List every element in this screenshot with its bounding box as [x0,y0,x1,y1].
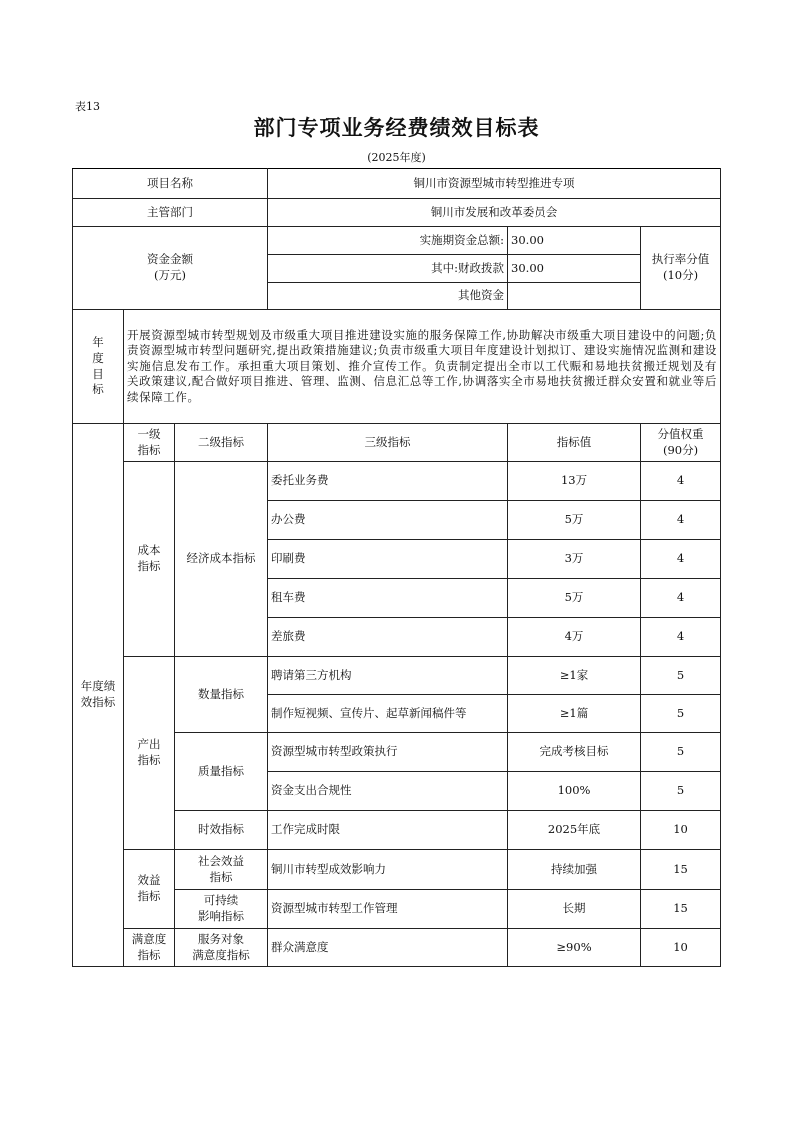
fiscal-funds-value: 30.00 [508,255,641,283]
cell-line: 服务对象 [198,931,245,946]
cell-line: 影响指标 [198,909,245,923]
goal-label-char: 度 [92,350,104,365]
indicator-value: 100% [508,772,641,811]
benefit-level1 [124,850,175,929]
indicator-value: ≥90% [508,929,641,967]
exec-rate-line1: 执行率分值 [651,252,710,267]
other-funds-value [508,283,641,310]
year-label: (2025年度) [367,151,426,164]
header-level2: 二级指标 [175,424,268,462]
indicator-value: 13万 [508,462,641,501]
cost-level2: 经济成本指标 [175,462,268,657]
indicator-weight: 4 [641,579,721,618]
project-name-value: 铜川市资源型城市转型推进专项 [268,169,721,199]
indicator-name: 资源型城市转型工作管理 [268,890,508,929]
output-level1 [124,657,175,850]
performance-table [72,168,721,967]
indicator-name: 制作短视频、宣传片、起草新闻稿件等 [268,695,508,733]
goal-label-char: 年 [92,335,104,350]
time-level2: 时效指标 [175,811,268,850]
other-funds-label: 其他资金 [268,283,508,310]
section-label-line: 效指标 [80,695,116,709]
indicator-value: ≥1篇 [508,695,641,733]
cell-line: 指标 [137,889,161,903]
cost-level1 [124,462,175,657]
table-number: 表13 [75,100,100,113]
cell-line: 成本 [137,543,161,558]
header-line: 分值权重 [657,426,704,441]
header-value: 指标值 [508,424,641,462]
header-level1 [124,424,175,462]
satisfaction-level1 [124,929,175,967]
annual-goal-label [73,310,124,424]
indicator-value: ≥1家 [508,657,641,695]
indicator-weight: 4 [641,462,721,501]
indicator-name: 租车费 [268,579,508,618]
cell-line: 产出 [137,737,161,752]
goal-label-char: 标 [92,382,104,397]
indicator-name: 委托业务费 [268,462,508,501]
indicator-weight: 5 [641,733,721,772]
indicator-name: 资金支出合规性 [268,772,508,811]
indicator-name: 铜川市转型成效影响力 [268,850,508,890]
funds-label [73,227,268,310]
dept-value: 铜川市发展和改革委员会 [268,199,721,227]
indicator-weight: 5 [641,695,721,733]
indicator-name: 群众满意度 [268,929,508,967]
indicator-value: 4万 [508,618,641,657]
header-line: 指标 [137,442,161,457]
exec-rate-cell [641,227,721,310]
cell-line: 满意度指标 [192,947,250,962]
cell-line: 指标 [209,869,233,884]
indicators-section-label [73,424,124,967]
indicator-weight: 5 [641,657,721,695]
cell-line: 可持续 [203,893,239,908]
indicator-value: 持续加强 [508,850,641,890]
header-line: 一级 [137,426,161,441]
cell-line: 指标 [137,947,161,962]
fiscal-funds-label: 其中:财政拨款 [268,255,508,283]
indicator-weight: 15 [641,890,721,929]
funds-label-line1: 资金金额 [147,252,194,267]
funds-label-line2: (万元) [154,268,186,282]
indicator-weight: 4 [641,540,721,579]
indicator-weight: 4 [641,618,721,657]
header-weight [641,424,721,462]
exec-rate-line2: (10分) [662,268,699,282]
sustain-level2 [175,890,268,929]
section-label-line: 年度绩 [80,679,116,694]
total-funds-label: 实施期资金总额: [268,227,508,255]
indicator-name: 办公费 [268,501,508,540]
indicator-weight: 4 [641,501,721,540]
indicator-name: 聘请第三方机构 [268,657,508,695]
dept-label: 主管部门 [73,199,268,227]
indicator-value: 2025年底 [508,811,641,850]
quantity-level2: 数量指标 [175,657,268,733]
header-line: (90分) [662,442,699,457]
project-name-label: 项目名称 [73,169,268,199]
goal-label-char: 目 [92,366,104,381]
indicator-weight: 10 [641,811,721,850]
cell-line: 满意度 [131,931,167,946]
indicator-name: 印刷费 [268,540,508,579]
cell-line: 社会效益 [198,853,245,868]
cell-line: 指标 [137,559,161,573]
indicator-name: 差旅费 [268,618,508,657]
cell-line: 指标 [137,753,161,767]
indicator-value: 5万 [508,501,641,540]
indicator-weight: 5 [641,772,721,811]
quality-level2: 质量指标 [175,733,268,811]
indicator-weight: 10 [641,929,721,967]
indicator-name: 资源型城市转型政策执行 [268,733,508,772]
satisfaction-level2 [175,929,268,967]
indicator-value: 3万 [508,540,641,579]
page-title: 部门专项业务经费绩效目标表 [253,116,540,140]
annual-goal-text: 开展资源型城市转型规划及市级重大项目推进建设实施的服务保障工作,协助解决市级重大项目建设中的问题;负责资源型城市转型问题研究,提出政策措施建议;负责市级重大项目年度建设计划拟订、建设实施情况监测和建设实施信息发布工作。承担重大项目策划、推介宣传工作。负责制定提出全市以工代赈和易地扶贫搬迁规划及有关政策建议,配合做好项目推进、管理、监测、信息汇总等工作,协调落实全市易地扶贫搬迁群众安置和就业等后续保障工作。 [124,310,721,424]
indicator-value: 完成考核目标 [508,733,641,772]
cell-line: 效益 [137,873,161,888]
indicator-name: 工作完成时限 [268,811,508,850]
indicator-value: 5万 [508,579,641,618]
header-level3: 三级指标 [268,424,508,462]
indicator-weight: 15 [641,850,721,890]
social-level2 [175,850,268,890]
indicator-value: 长期 [508,890,641,929]
total-funds-value: 30.00 [508,227,641,255]
